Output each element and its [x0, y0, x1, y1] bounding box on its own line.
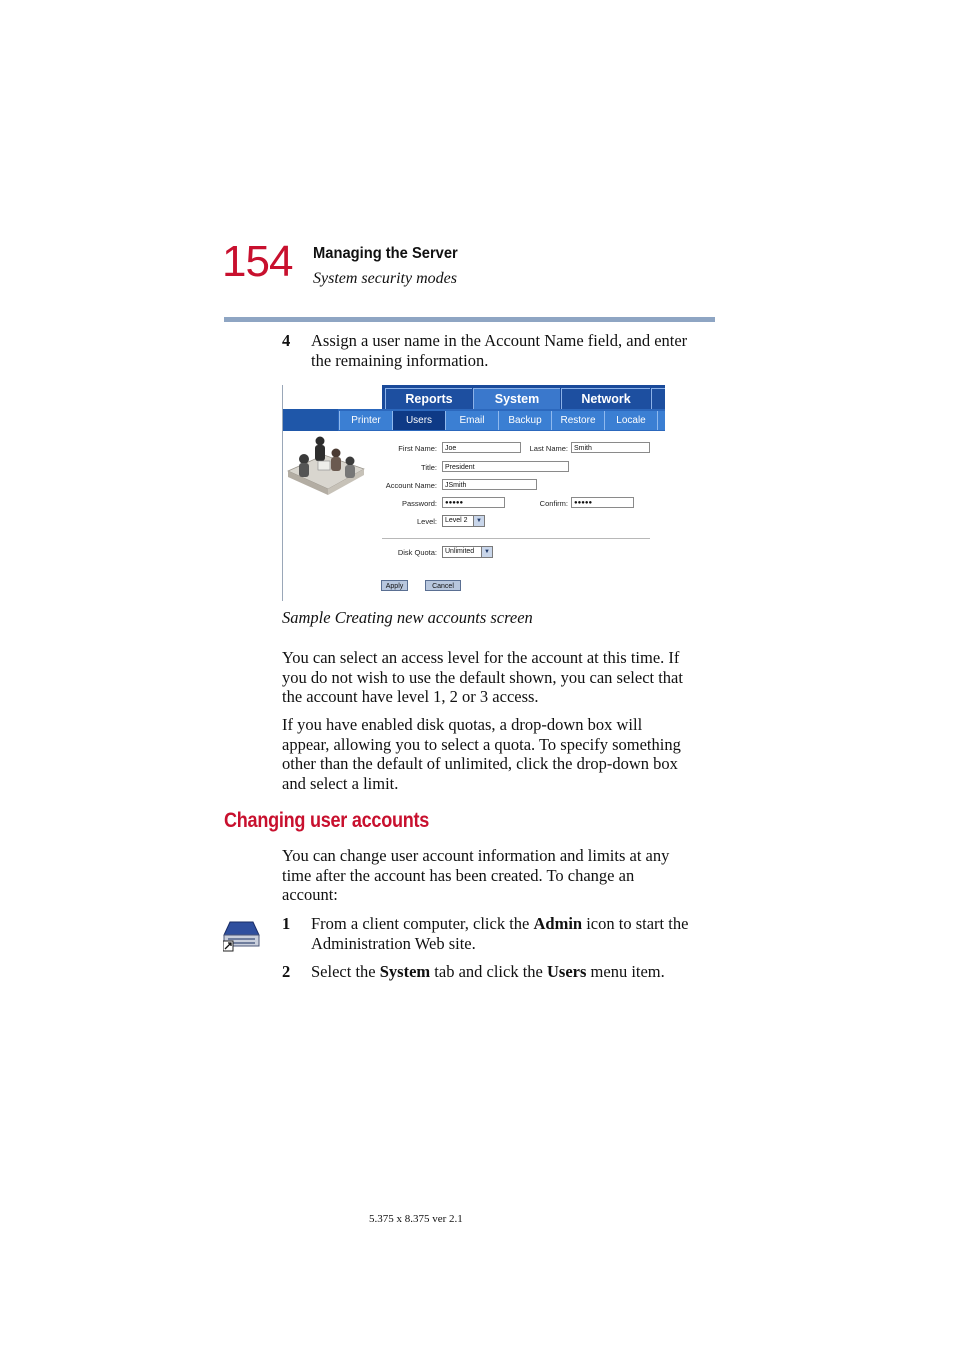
step-text — [311, 962, 721, 982]
text-run: tab and click the — [430, 962, 547, 981]
subheading: Changing user accounts — [224, 809, 430, 832]
screenshot-border — [282, 385, 283, 601]
menu-item-locale[interactable]: Locale — [604, 411, 657, 430]
paragraph — [282, 648, 683, 707]
disk-quota-select-value: Unlimited — [445, 548, 475, 555]
paragraph-line: appear, allowing you to select a quota. To specify something — [282, 734, 681, 754]
step-text-line: Assign a user name in the Account Name field, and enter — [311, 331, 688, 350]
disk-quota-select[interactable] — [442, 546, 493, 558]
section-title: System security modes — [313, 270, 457, 287]
paragraph-line: account: — [282, 885, 338, 904]
account-name-label: Account Name: — [385, 481, 437, 490]
step-number: 2 — [282, 962, 291, 981]
last-name-field[interactable]: Smith — [571, 442, 650, 453]
paragraph-line: You can select an access level for the account at this time. If — [282, 648, 680, 667]
text-run: From a client computer, click the — [311, 914, 534, 933]
password-field[interactable]: ●●●●● — [442, 497, 505, 508]
paragraph — [282, 846, 669, 905]
bold-term: System — [379, 962, 431, 981]
disk-quota-label: Disk Quota: — [397, 548, 437, 557]
title-field[interactable]: President — [442, 461, 569, 472]
level-select[interactable] — [442, 515, 485, 527]
text-run: icon to start the — [582, 914, 689, 933]
menu-item-email[interactable]: Email — [445, 411, 498, 430]
paragraph-line: You can change user account information and limits at any — [282, 846, 670, 865]
chevron-down-icon: ▼ — [481, 547, 492, 557]
last-name-label: Last Name: — [529, 444, 568, 453]
level-select-value: Level 2 — [445, 517, 468, 524]
confirm-field[interactable]: ●●●●● — [571, 497, 634, 508]
page-footer: 5.375 x 8.375 ver 2.1 — [369, 1213, 463, 1225]
menu-item-overflow[interactable] — [657, 411, 665, 430]
menu-item-printer[interactable]: Printer — [339, 411, 392, 430]
menu-item-restore[interactable]: Restore — [551, 411, 604, 430]
level-label: Level: — [416, 517, 437, 526]
apply-button[interactable]: Apply — [381, 580, 408, 591]
bold-term: Admin — [533, 914, 583, 933]
embedded-screenshot — [282, 385, 665, 601]
paragraph-line: the account have level 1, 2 or 3 access. — [282, 687, 539, 706]
paragraph-line: time after the account has been created. To change an — [282, 865, 635, 885]
step-text — [311, 331, 687, 370]
paragraph-line: other than the default of unlimited, click the drop-down box — [282, 754, 678, 773]
page-number: 154 — [222, 237, 293, 286]
cancel-button[interactable]: Cancel — [425, 580, 461, 591]
tab-reports[interactable]: Reports — [385, 388, 472, 410]
first-name-label: First Name: — [398, 444, 437, 453]
confirm-label: Confirm: — [539, 499, 568, 508]
chapter-title: Managing the Server — [313, 245, 458, 262]
step-text-line: Administration Web site. — [311, 933, 476, 953]
password-label: Password: — [401, 499, 437, 508]
step-number: 1 — [282, 914, 291, 933]
tab-overflow[interactable] — [651, 388, 665, 410]
step-text — [311, 914, 721, 953]
paragraph — [282, 715, 681, 793]
step-text-line: the remaining information. — [311, 350, 489, 370]
form-divider — [382, 538, 650, 539]
first-name-field[interactable]: Joe — [442, 442, 521, 453]
paragraph-line: you do not wish to use the default shown, you can select that — [282, 667, 683, 687]
step-number: 4 — [282, 331, 291, 350]
users-group-illustration — [284, 431, 368, 505]
header-rule — [224, 317, 715, 322]
figure-caption: Sample Creating new accounts screen — [282, 608, 533, 627]
chevron-down-icon: ▼ — [473, 516, 484, 526]
title-label: Title: — [421, 463, 437, 472]
paragraph-line: and select a limit. — [282, 773, 399, 793]
tab-system[interactable]: System — [473, 388, 560, 410]
menu-item-users[interactable]: Users — [392, 411, 445, 430]
paragraph-line: If you have enabled disk quotas, a drop-down box will — [282, 715, 643, 734]
text-run: Select the — [311, 962, 380, 981]
admin-icon — [223, 918, 261, 952]
account-name-field[interactable]: JSmith — [442, 479, 537, 490]
text-run: menu item. — [586, 962, 665, 981]
bold-term: Users — [547, 962, 587, 981]
step-text-line — [311, 914, 721, 934]
menu-item-backup[interactable]: Backup — [498, 411, 551, 430]
menu-bar-spacer — [282, 409, 338, 431]
tab-network[interactable]: Network — [561, 388, 650, 410]
